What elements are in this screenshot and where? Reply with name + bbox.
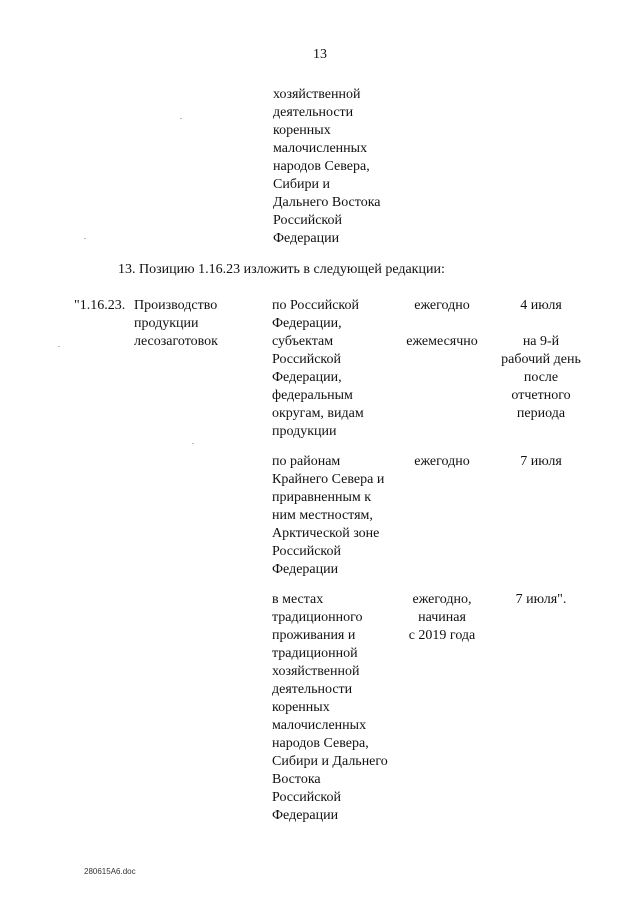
position-name: Производство продукции лесозаготовок: [134, 298, 218, 349]
row1-deadline-annual: 4 июля: [520, 298, 562, 313]
scan-speck: [84, 238, 86, 239]
scan-speck: [58, 346, 60, 347]
scan-speck: [180, 118, 182, 119]
position-code: "1.16.23.: [74, 298, 126, 313]
footer-file-name: 280615A6.doc: [84, 867, 136, 876]
scan-speck: [192, 443, 194, 444]
page-number: 13: [313, 47, 327, 62]
row1-periodicity-annual: ежегодно: [414, 298, 470, 313]
row2-deadline: 7 июля: [520, 454, 562, 469]
row2-periodicity: ежегодно: [414, 454, 470, 469]
row3-deadline: 7 июля".: [515, 592, 567, 607]
row2-scope: по районам Крайнего Севера и приравненным к ним местностям, Арктической зоне Российской Федерации: [272, 454, 385, 577]
row1-scope: по Российской Федерации, субъектам Российской Федерации, федеральным округам, видам продукции: [272, 298, 364, 439]
row1-deadline-monthly: на 9-й рабочий день после отчетного периода: [501, 334, 581, 421]
row1-periodicity-monthly: ежемесячно: [406, 334, 478, 349]
row3-scope: в местах традиционного проживания и традиционной хозяйственной деятельности коренных малочисленных народов Севера, Сибири и Дальнего Востока Российской Федерации: [272, 592, 388, 823]
row3-periodicity: ежегодно, начиная с 2019 года: [408, 592, 476, 643]
item-heading: 13. Позицию 1.16.23 изложить в следующей редакции:: [118, 262, 445, 277]
continuation-text: хозяйственной деятельности коренных малочисленных народов Севера, Сибири и Дальнего Востока Российской Федерации: [273, 87, 381, 246]
